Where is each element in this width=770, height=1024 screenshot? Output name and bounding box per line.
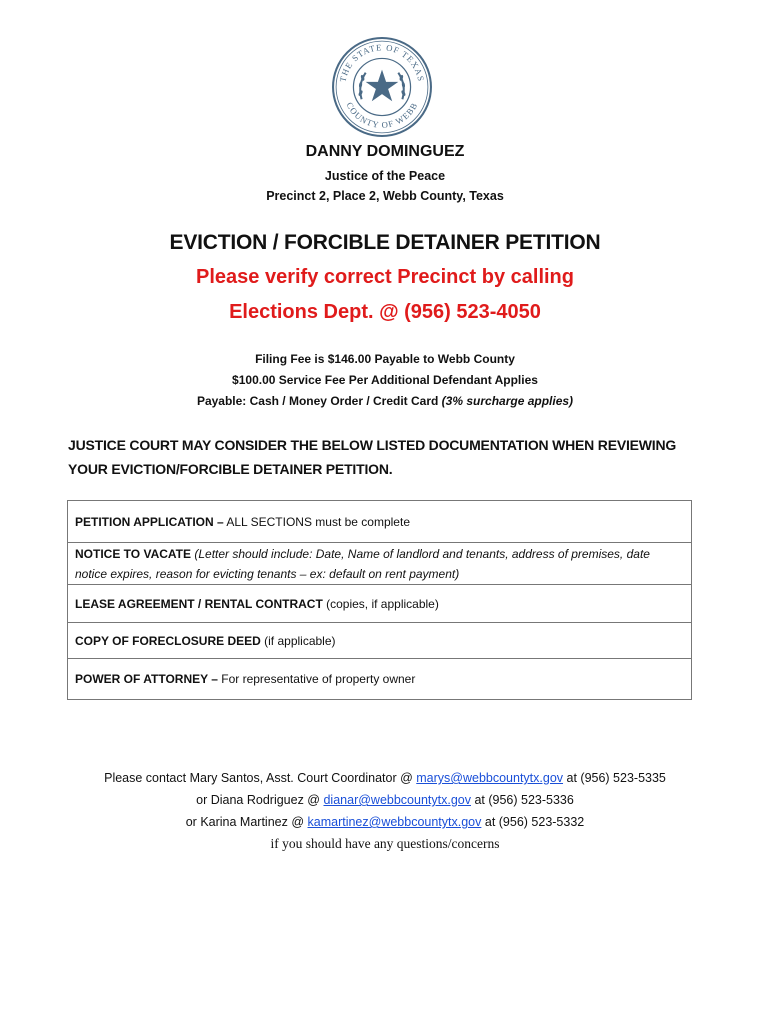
row-description: (Letter should include: Date, Name of landlord and tenants, address of premises, date notice expires, reason for evicting tenants – ex: default on rent payment) [75, 546, 650, 581]
elections-phone-notice: Elections Dept. @ (956) 523-4050 [229, 301, 541, 323]
contact-text: or Diana Rodriguez @ [196, 793, 324, 807]
payment-methods-line [0, 394, 770, 408]
payment-methods-text: Payable: Cash / Money Order / Credit Card [196, 394, 442, 408]
row-description: For representative of property owner [217, 672, 416, 686]
email-link-mary[interactable]: marys@webbcountytx.gov [416, 771, 564, 785]
row-label: LEASE AGREEMENT / RENTAL CONTRACT [75, 596, 323, 611]
precinct-line: Precinct 2, Place 2, Webb County, Texas [266, 189, 504, 203]
judge-name: DANNY DOMINGUEZ [305, 143, 465, 160]
contact-line-diana [0, 789, 770, 811]
document-title: EVICTION / FORCIBLE DETAINER PETITION [169, 231, 601, 254]
row-label: POWER OF ATTORNEY – [75, 672, 218, 686]
verify-precinct-notice: Please verify correct Precinct by calling [196, 266, 574, 288]
contact-phone: at (956) 523-5332 [481, 815, 585, 829]
table-row [68, 501, 691, 543]
table-row [68, 585, 691, 623]
svg-text:THE STATE OF TEXAS: THE STATE OF TEXAS [337, 42, 427, 83]
contact-line-mary [0, 767, 770, 789]
contact-text: Please contact Mary Santos, Asst. Court Coordinator @ [104, 771, 417, 785]
table-row [68, 543, 691, 585]
service-fee-line: $100.00 Service Fee Per Additional Defendant Applies [232, 373, 538, 387]
table-row [68, 659, 691, 699]
row-label: NOTICE TO VACATE [75, 546, 192, 561]
judge-title: Justice of the Peace [324, 169, 446, 183]
filing-fee-line: Filing Fee is $146.00 Payable to Webb County [255, 352, 515, 366]
questions-line: if you should have any questions/concerns [270, 836, 500, 851]
row-description: (if applicable) [260, 633, 336, 648]
row-description: ALL SECTIONS must be complete [223, 514, 410, 529]
county-seal-logo [331, 36, 433, 138]
documentation-heading: JUSTICE COURT MAY CONSIDER THE BELOW LISTED DOCUMENTATION WHEN REVIEWING YOUR EVICTION/FORCIBLE DETAINER PETITION. [68, 437, 677, 477]
row-label: COPY OF FORECLOSURE DEED [75, 633, 261, 648]
contact-text: or Karina Martinez @ [185, 815, 308, 829]
contact-line-karina [0, 811, 770, 833]
table-row [68, 623, 691, 659]
email-link-karina[interactable]: kamartinez@webbcountytx.gov [307, 815, 482, 829]
email-link-diana[interactable]: dianar@webbcountytx.gov [323, 793, 471, 807]
contact-phone: at (956) 523-5335 [563, 771, 666, 785]
row-description: (copies, if applicable) [322, 596, 439, 611]
documentation-table [67, 500, 692, 700]
svg-text:COUNTY OF WEBB: COUNTY OF WEBB [344, 100, 420, 130]
contact-phone: at (956) 523-5336 [470, 793, 574, 807]
surcharge-note: (3% surcharge applies) [441, 394, 574, 408]
row-label: PETITION APPLICATION – [75, 514, 224, 529]
